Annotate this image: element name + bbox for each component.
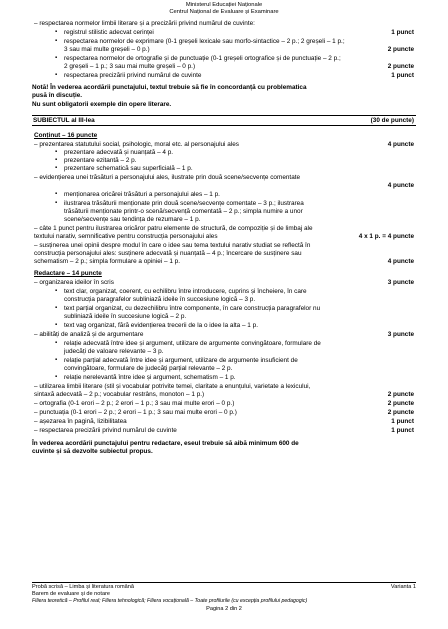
content-title: Conținut – 16 puncte	[34, 132, 98, 139]
bullet-trait-mention: ▪ menționarea oricărei trăsături a personajului ales – 1 p.	[64, 191, 220, 199]
criterion-punctuation: – punctuația (0-1 erori – 2 p.; 2 erori – 1 p.; 3 sau mai multe erori – 0 p.)	[34, 409, 237, 416]
section-three-title: SUBIECTUL al III-lea	[33, 117, 95, 124]
bullet-status-schematic: ▪ prezentare schematică sau superficială – 1 p.	[64, 165, 193, 173]
footer-page-number: Pagina 2 din 2	[206, 606, 242, 612]
bullet-arg-adequate-cont: judecăți de valoare relevante – 3 p.	[64, 348, 164, 355]
points-stylistic-register: 1 punct	[391, 29, 414, 36]
criterion-literary-language: – utilizarea limbii literare (stil și vocabular potrivite temei, claritate a enunțului, varietate a lexicului,	[34, 383, 311, 390]
bullet-expression-norms-cont: 3 sau mai multe greșeli – 0 p.)	[64, 46, 150, 53]
criterion-status: – prezentarea statutului social, psihologic, moral etc. al personajului ales	[34, 141, 239, 148]
criterion-organization: – organizarea ideilor în scris	[34, 279, 114, 286]
bullet-expression-norms: ▪ respectarea normelor de exprimare (0-1 greșeli lexicale sau morfo-sintactice – 2 p.; 2 greșeli – 1 p.;	[64, 38, 345, 46]
points-layout: 1 punct	[391, 418, 414, 425]
bullet-arg-partial-cont: convingătoare, formulare de judecăți parțial relevante – 2 p.	[64, 365, 233, 372]
footer-profiles: Filiera teoretică – Profilul real; Filiera tehnologică; Filiera vocațională – Toate profilurile (cu excepția profilului pedagogic)	[32, 598, 308, 604]
note-essay-length-cont: cuvinte și să dezvolte subiectul propus.	[32, 448, 153, 455]
exam-center-name: Centrul Național de Evaluare și Examinare	[169, 9, 279, 15]
points-orthography: 2 puncte	[387, 400, 414, 407]
bullet-stylistic-register: ▪ registrul stilistic adecvat cerinței	[64, 29, 154, 37]
criterion-trait: – evidențierea unei trăsături a personajului ales, ilustrate prin două scene/secvențe comentate	[34, 174, 301, 181]
points-orthography-norms: 2 puncte	[387, 63, 414, 70]
language-norms-line: – respectarea normelor limbii literare și a precizării privind numărul de cuvinte:	[34, 20, 255, 27]
bullet-trait-illustration-cont2: scene/secvențe sau tendința de rezumare – 1 p.	[64, 216, 201, 223]
section-three-header	[32, 115, 416, 126]
points-status: 4 puncte	[387, 141, 414, 148]
bullet-arg-partial: ▪ relație parțial adecvată între idee și argument, utilizare de argumente insuficient de	[64, 357, 298, 365]
bullet-trait-illustration-cont1: trăsăturii menționate printr-o scenă/secvență comentată – 2 p.; simpla numire a unor	[64, 208, 303, 215]
bullet-trait-illustration: ▪ ilustrarea trăsăturii menționate prin două scene/secvențe comentate – 3 p.; ilustrarea	[64, 200, 304, 208]
bullet-word-count: ▪ respectarea precizării privind numărul de cuvinte	[64, 72, 201, 80]
points-trait: 4 puncte	[387, 182, 414, 189]
points-opinion: 4 puncte	[387, 258, 414, 265]
bullet-org-partial: ▪ text parțial organizat, cu dezechilibru între componente, în care construcția paragrafelor nu	[64, 305, 320, 313]
points-literary-language: 2 puncte	[387, 391, 414, 398]
points-argumentation: 3 puncte	[387, 331, 414, 338]
bullet-arg-irrelevant: ▪ relație nerelevantă între idee și argument, schematism – 1 p.	[64, 374, 236, 382]
criterion-opinion: – susținerea unei opinii despre modul în care o idee sau tema textului narativ studiat se reflectă în	[34, 242, 311, 249]
criterion-orthography: – ortografia (0-1 erori – 2 p.; 2 erori – 1 p.; 3 sau mai multe erori – 0 p.)	[34, 400, 235, 407]
points-organization: 3 puncte	[387, 279, 414, 286]
points-structure: 4 x 1 p. = 4 puncte	[358, 233, 414, 240]
note-concordance-cont: pusă în discuție.	[32, 92, 83, 99]
bullet-arg-adequate: ▪ relație adecvată între idee și argument, utilizare de argumente convingătoare, formulare de	[64, 340, 321, 348]
criterion-opinion-cont1: construcția personajului ales: susținere adecvată și nuanțată – 4 p.; încercare de susținere sau	[34, 250, 302, 257]
note-concordance: Notă! În vederea acordării punctajului, textul trebuie să fie în concordanță cu problematica	[32, 84, 307, 91]
points-word-count-essay: 1 punct	[391, 427, 414, 434]
bullet-org-clear: ▪ text clar, organizat, coerent, cu echilibru între introducere, cuprins și încheiere, în care	[64, 288, 307, 296]
note-essay-length: În vederea acordării punctajului pentru redactare, eseul trebuie să aibă minimum 600 de	[32, 440, 299, 447]
criterion-structure: – câte 1 punct pentru ilustrarea oricăror patru elemente de structură, de compoziție și de limbaj ale	[34, 225, 313, 232]
bullet-org-vague: ▪ text vag organizat, fără evidențierea trecerii de la o idee la alta – 1 p.	[64, 322, 258, 330]
bullet-org-partial-cont: subliniază ideile în succesiune logică – 2 p.	[64, 313, 187, 320]
writing-title: Redactare – 14 puncte	[34, 270, 102, 277]
section-three-points: (30 de puncte)	[370, 117, 414, 124]
criterion-opinion-cont2: schematism – 2 p.; simpla formulare a opiniei – 1 p.	[34, 258, 180, 265]
points-word-count: 1 punct	[391, 72, 414, 79]
criterion-structure-cont: textului narativ, semnificative pentru construcția personajului ales	[34, 233, 218, 240]
bullet-orthography-norms-cont: 2 greșeli – 1 p.; 3 sau mai multe greșeli – 0 p.)	[64, 63, 196, 70]
footer-divider	[32, 582, 416, 583]
bullet-org-clear-cont: construcția paragrafelor subliniază ideile în succesiune logică – 3 p.	[64, 296, 256, 303]
bullet-status-hesitant: ▪ prezentare ezitantă – 2 p.	[64, 157, 136, 165]
points-expression-norms: 2 puncte	[387, 46, 414, 53]
bullet-orthography-norms: ▪ respectarea normelor de ortografie și de punctuație (0-1 greșeli ortografice și de punctuație – 2 p.;	[64, 55, 341, 63]
criterion-argumentation: – abilități de analiză și de argumentare	[34, 331, 144, 338]
criterion-literary-language-cont: sintaxă adecvată – 2 p.; vocabular restrâns, monoton – 1 p.)	[34, 391, 205, 398]
points-punctuation: 2 puncte	[387, 409, 414, 416]
footer-row-1	[32, 584, 416, 591]
criterion-word-count: – respectarea precizării privind numărul de cuvinte	[34, 427, 177, 434]
note-examples: Nu sunt obligatorii exemple din opere literare.	[32, 101, 172, 108]
footer-variant: Varianta 1	[390, 584, 416, 590]
footer-scoring-guide: Barem de evaluare și de notare	[32, 591, 111, 597]
bullet-status-adequate: ▪ prezentare adecvată și nuanțată – 4 p.	[64, 149, 173, 157]
footer-exam-title: Probă scrisă – Limba și literatura română	[32, 584, 134, 590]
ministry-name: Ministerul Educației Naționale	[185, 2, 263, 8]
criterion-layout: – așezarea în pagină, lizibilitatea	[34, 418, 127, 425]
